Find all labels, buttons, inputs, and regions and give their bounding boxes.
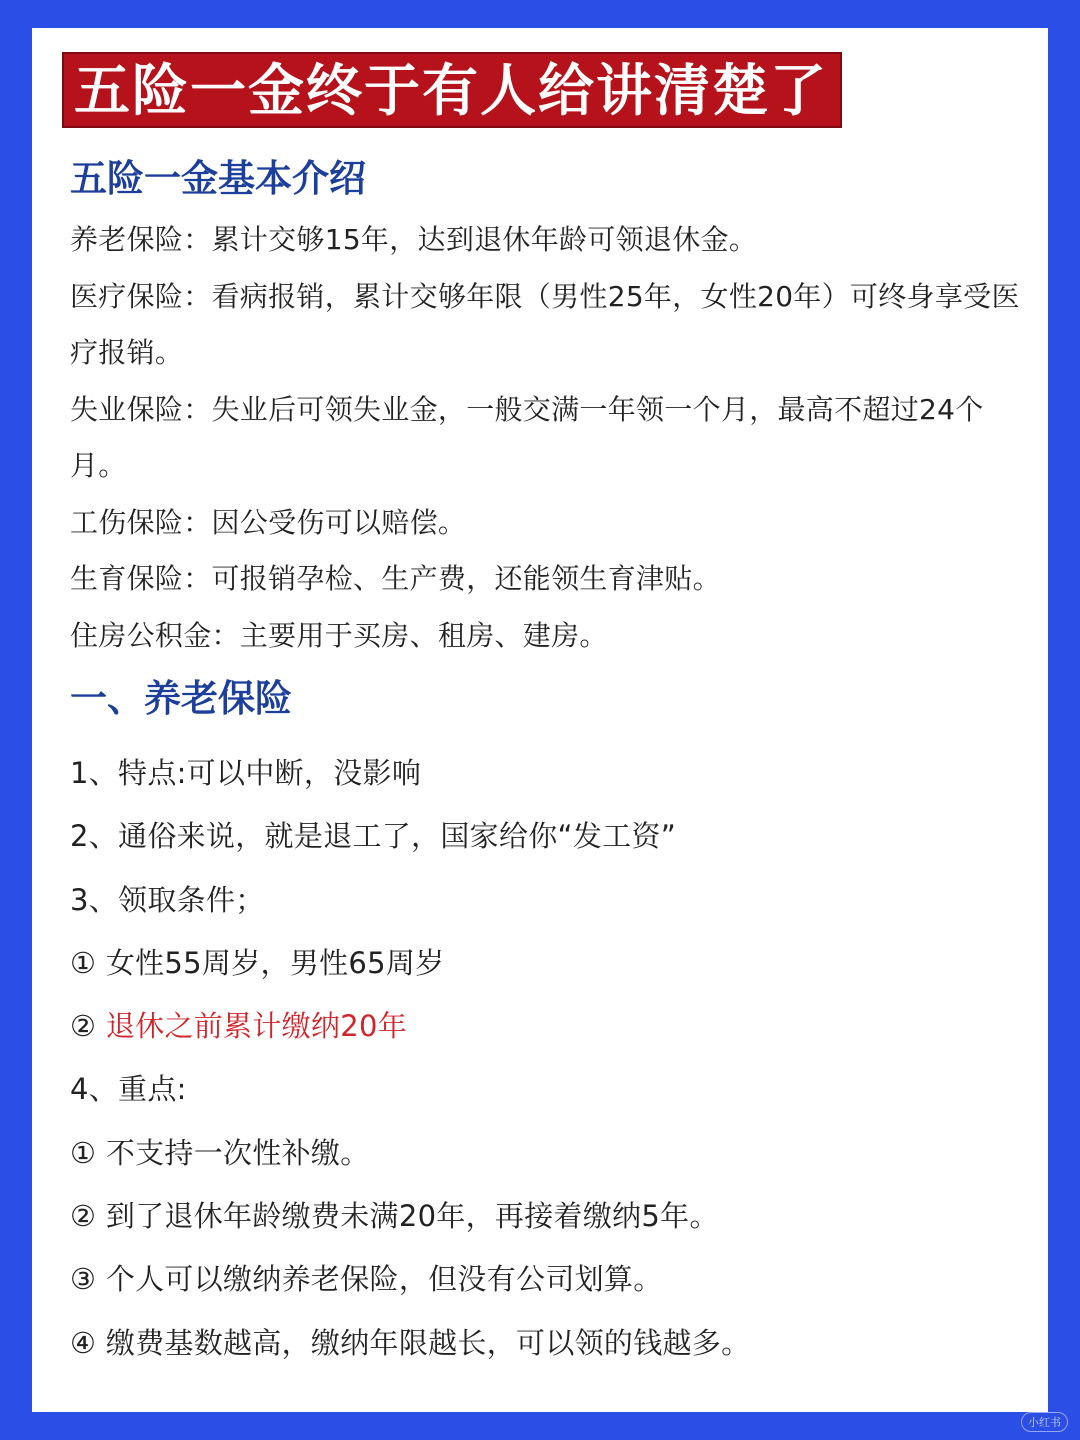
pension-condition-years <box>70 995 1030 1058</box>
pension-conditions-title: 3、领取条件； <box>70 882 265 917</box>
pension-explanation: 2、通俗来说，就是退工了，国家给你“发工资” <box>70 819 677 854</box>
intro-item-medical: 医疗保险：看病报销，累计交够年限（男性25年，女性20年）可终身享受医疗报销。 <box>70 279 1020 369</box>
pension-keypoint-2: ② 到了退休年龄缴费未满20年，再接着缴纳5年。 <box>70 1199 719 1234</box>
intro-item-unemployment: 失业保险：失业后可领失业金，一般交满一年领一个月，最高不超过24个月。 <box>70 392 984 482</box>
pension-keypoint-3: ③ 个人可以缴纳养老保险，但没有公司划算。 <box>70 1262 663 1297</box>
pension-keypoint-4: ④ 缴费基数越高，缴纳年限越长，可以领的钱越多。 <box>70 1325 751 1360</box>
pension-condition-age: ① 女性55周岁，男性65周岁 <box>70 945 445 980</box>
pension-feature: 1、特点:可以中断，没影响 <box>70 756 422 790</box>
article-body <box>70 154 1030 1375</box>
intro-heading: 五险一金基本介绍 <box>70 157 366 200</box>
page-title: 五险一金终于有人给讲清楚了 <box>62 52 842 128</box>
content-card <box>32 28 1048 1412</box>
intro-item-injury: 工伤保险：因公受伤可以赔偿。 <box>70 505 467 539</box>
watermark-logo: 小红书 <box>1021 1412 1068 1432</box>
highlight-text: 退休之前累计缴纳20年 <box>105 1009 408 1044</box>
intro-item-housing-fund: 住房公积金：主要用于买房、租房、建房。 <box>70 618 608 652</box>
intro-item-maternity: 生育保险：可报销孕检、生产费，还能领生育津贴。 <box>70 562 721 595</box>
pension-keypoints-title: 4、重点: <box>70 1072 187 1107</box>
pension-detail-list <box>70 742 1030 1375</box>
pension-keypoint-1: ① 不支持一次性补缴。 <box>70 1135 370 1170</box>
intro-list <box>70 212 1030 664</box>
pension-heading: 一、养老保险 <box>70 677 292 720</box>
intro-item-pension: 养老保险：累计交够15年，达到退休年龄可领退休金。 <box>70 223 758 256</box>
condition-number: ② <box>70 1009 97 1044</box>
